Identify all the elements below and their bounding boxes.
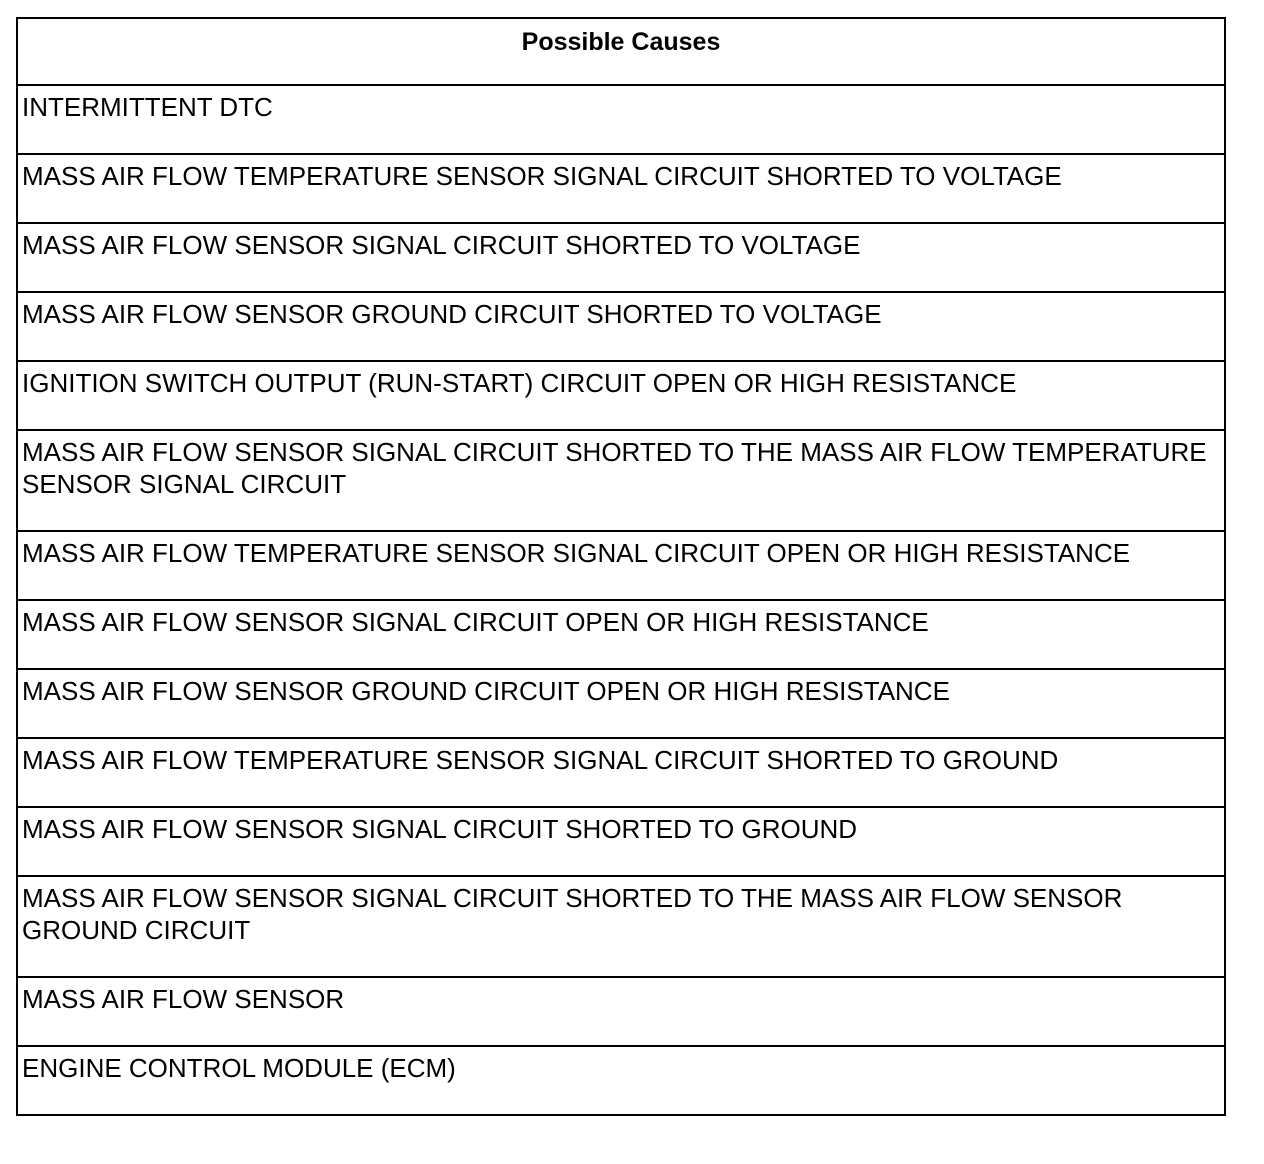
cause-cell: MASS AIR FLOW TEMPERATURE SENSOR SIGNAL CIRCUIT OPEN OR HIGH RESISTANCE (17, 531, 1225, 600)
table-row (17, 223, 1225, 292)
cause-cell: MASS AIR FLOW TEMPERATURE SENSOR SIGNAL CIRCUIT SHORTED TO VOLTAGE (17, 154, 1225, 223)
table-row (17, 154, 1225, 223)
table-row (17, 361, 1225, 430)
table-row (17, 1046, 1225, 1115)
table-row (17, 876, 1225, 977)
possible-causes-table (16, 17, 1226, 1116)
cause-cell: MASS AIR FLOW SENSOR GROUND CIRCUIT OPEN OR HIGH RESISTANCE (17, 669, 1225, 738)
table-row (17, 292, 1225, 361)
table-row (17, 531, 1225, 600)
cause-cell: MASS AIR FLOW SENSOR SIGNAL CIRCUIT SHORTED TO THE MASS AIR FLOW SENSOR GROUND CIRCUIT (17, 876, 1225, 977)
cause-cell: MASS AIR FLOW SENSOR (17, 977, 1225, 1046)
table-header-row (17, 18, 1225, 85)
table-row (17, 977, 1225, 1046)
cause-cell: MASS AIR FLOW SENSOR SIGNAL CIRCUIT SHORTED TO THE MASS AIR FLOW TEMPERATURE SENSOR SIGNAL CIRCUIT (17, 430, 1225, 531)
table-row (17, 85, 1225, 154)
cause-cell: MASS AIR FLOW SENSOR SIGNAL CIRCUIT OPEN OR HIGH RESISTANCE (17, 600, 1225, 669)
cause-cell: INTERMITTENT DTC (17, 85, 1225, 154)
table-row (17, 600, 1225, 669)
possible-causes-header: Possible Causes (17, 18, 1225, 85)
cause-cell: IGNITION SWITCH OUTPUT (RUN-START) CIRCUIT OPEN OR HIGH RESISTANCE (17, 361, 1225, 430)
cause-cell: MASS AIR FLOW SENSOR GROUND CIRCUIT SHORTED TO VOLTAGE (17, 292, 1225, 361)
cause-cell: MASS AIR FLOW SENSOR SIGNAL CIRCUIT SHORTED TO VOLTAGE (17, 223, 1225, 292)
table-row (17, 669, 1225, 738)
cause-cell: ENGINE CONTROL MODULE (ECM) (17, 1046, 1225, 1115)
table-row (17, 807, 1225, 876)
cause-cell: MASS AIR FLOW TEMPERATURE SENSOR SIGNAL CIRCUIT SHORTED TO GROUND (17, 738, 1225, 807)
table-row (17, 430, 1225, 531)
table-row (17, 738, 1225, 807)
cause-cell: MASS AIR FLOW SENSOR SIGNAL CIRCUIT SHORTED TO GROUND (17, 807, 1225, 876)
